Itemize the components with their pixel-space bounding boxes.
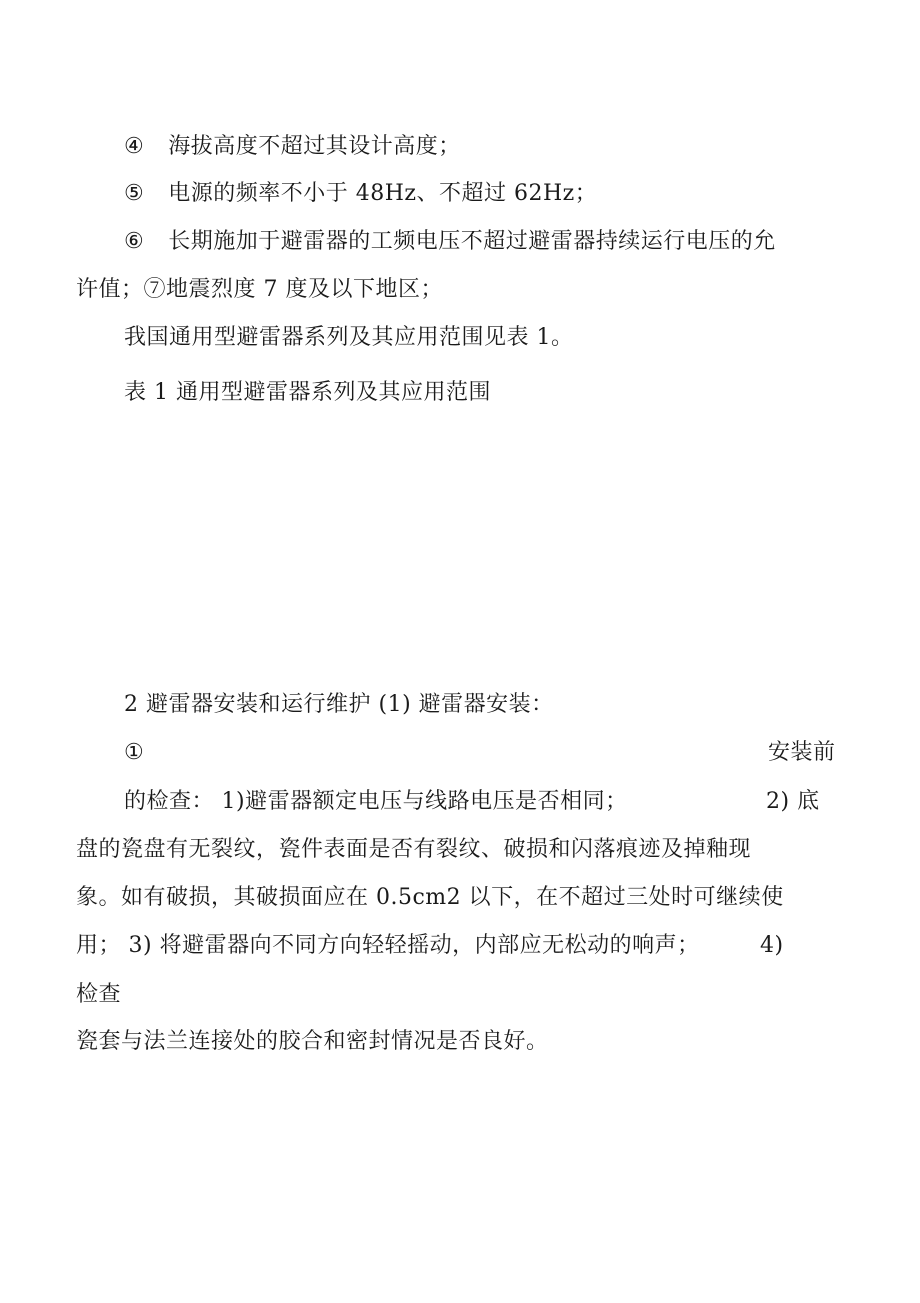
paragraph-line: 盘的瓷盘有无裂纹，瓷件表面是否有裂纹、破损和闪落痕迹及掉釉现 xyxy=(76,837,752,862)
paragraph-line: 许值；⑦地震烈度 7 度及以下地区； xyxy=(76,277,443,302)
paragraph-fragment: 安装前 xyxy=(768,740,836,765)
section-heading: 2 避雷器安装和运行维护 (1) 避雷器安装： xyxy=(124,692,554,717)
item-text: 长期施加于避雷器的工频电压不超过避雷器持续运行电压的允 xyxy=(168,229,776,254)
list-item-6 xyxy=(124,227,776,257)
paragraph-line: 瓷套与法兰连接处的胶合和密封情况是否良好。 xyxy=(76,1029,549,1054)
list-marker: ① xyxy=(124,740,145,765)
item-number: ⑥ xyxy=(124,229,145,254)
paragraph-line: 象。如有破损，其破损面应在 0.5cm2 以下，在不超过三处时可继续使 xyxy=(76,885,784,910)
item-number: ⑤ xyxy=(124,181,145,206)
paragraph-line: 用； 3) 将避雷器向不同方向轻轻摇动，内部应无松动的响声； xyxy=(76,933,700,958)
table-caption: 表 1 通用型避雷器系列及其应用范围 xyxy=(124,380,491,405)
paragraph-fragment: 4) xyxy=(760,933,784,958)
item-text: 电源的频率不小于 48Hz、不超过 62Hz； xyxy=(168,181,598,206)
paragraph-line: 的检查： 1)避雷器额定电压与线路电压是否相同； xyxy=(124,789,628,814)
item-number: ④ xyxy=(124,134,145,159)
list-item-4 xyxy=(124,132,461,162)
paragraph-fragment: 2) 底 xyxy=(766,789,820,814)
list-item-5 xyxy=(124,179,597,209)
paragraph-line: 检查 xyxy=(76,982,122,1007)
item-text: 海拔高度不超过其设计高度； xyxy=(168,134,461,159)
paragraph-line: 我国通用型避雷器系列及其应用范围见表 1。 xyxy=(124,325,574,350)
